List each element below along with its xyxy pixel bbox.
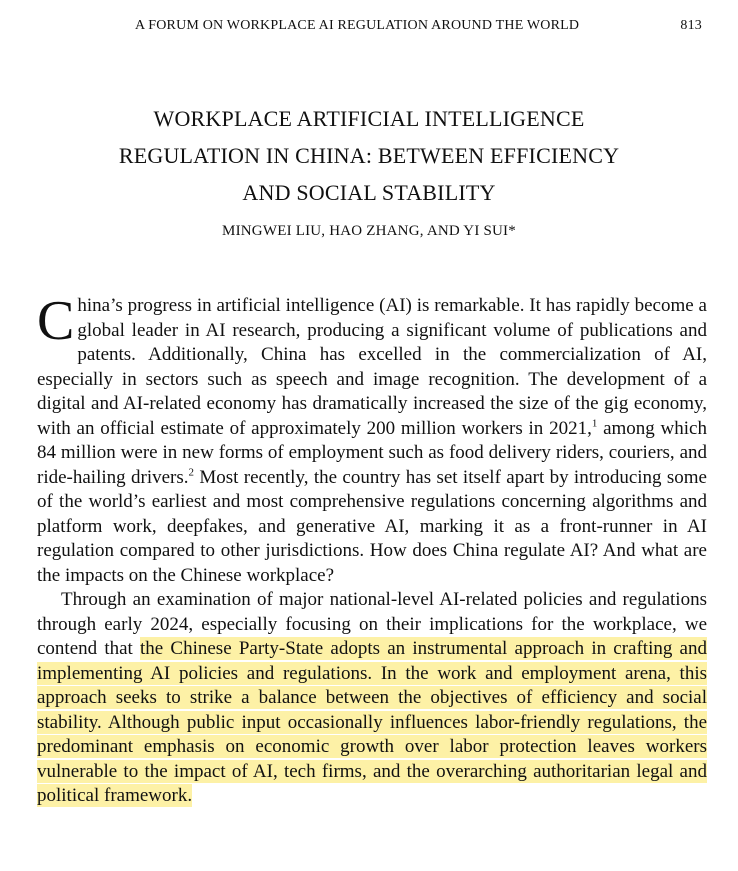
page-number: 813	[680, 18, 702, 33]
paragraph-text: Most recently, the country has set itself apart by introducing some of the world’s earliest and most comprehensive regulations concerning algorithms and platform work, deepfakes, and generative AI, marking it as a front-runner in AI regulation compared to other jurisdictions. How does China regulate AI? And what are the impacts on the Chinese workplace?	[37, 466, 707, 586]
body-paragraph	[37, 290, 707, 588]
drop-cap: C	[37, 290, 75, 352]
highlighted-text[interactable]: the Chinese Party-State adopts an instrumental approach in crafting and implementing AI policies and regulations. In the work and employment arena, this approach seeks to strike a balance between the objectives of efficiency and social stability. Although public input occasionally influences labor-friendly regulations, the predominant emphasis on economic growth over labor protection leaves workers vulnerable to the impact of AI, tech firms, and the overarching authoritarian legal and political framework.	[37, 638, 707, 806]
author-list: MINGWEI LIU, HAO ZHANG, AND YI SUI*	[222, 223, 516, 239]
article-title-line: AND SOCIAL STABILITY	[242, 180, 496, 205]
body-paragraph	[37, 588, 707, 809]
article-title	[0, 100, 738, 211]
running-title: A FORUM ON WORKPLACE AI REGULATION AROUND THE WORLD	[135, 18, 580, 33]
footnote-marker[interactable]: 2	[188, 466, 194, 479]
paragraph-text: Through an examination of major national-level AI-related policies and regulations through early 2024, especially focusing on their implications for the workplace, we contend that	[37, 589, 707, 659]
paragraph-text: among which 84 million were in new forms of employment such as food delivery riders, couriers, and ride-hailing drivers.	[37, 417, 707, 488]
article-title-line: WORKPLACE ARTIFICIAL INTELLIGENCE	[153, 106, 585, 131]
article-body	[37, 290, 707, 809]
paragraph-text: hina’s progress in artificial intelligence (AI) is remarkable. It has rapidly become a global leader in AI research, producing a significant volume of publications and patents. Additionally, China has excelled in the commercialization of AI, especially in sectors such as speech and image recognition. The development of a digital and AI-related economy has dramatically increased the size of the gig economy, with an official estimate of approximately 200 million workers in 2021,	[37, 295, 707, 439]
article-title-line: REGULATION IN CHINA: BETWEEN EFFICIENCY	[118, 143, 620, 168]
running-head	[0, 18, 738, 38]
footnote-marker[interactable]: 1	[591, 417, 598, 430]
